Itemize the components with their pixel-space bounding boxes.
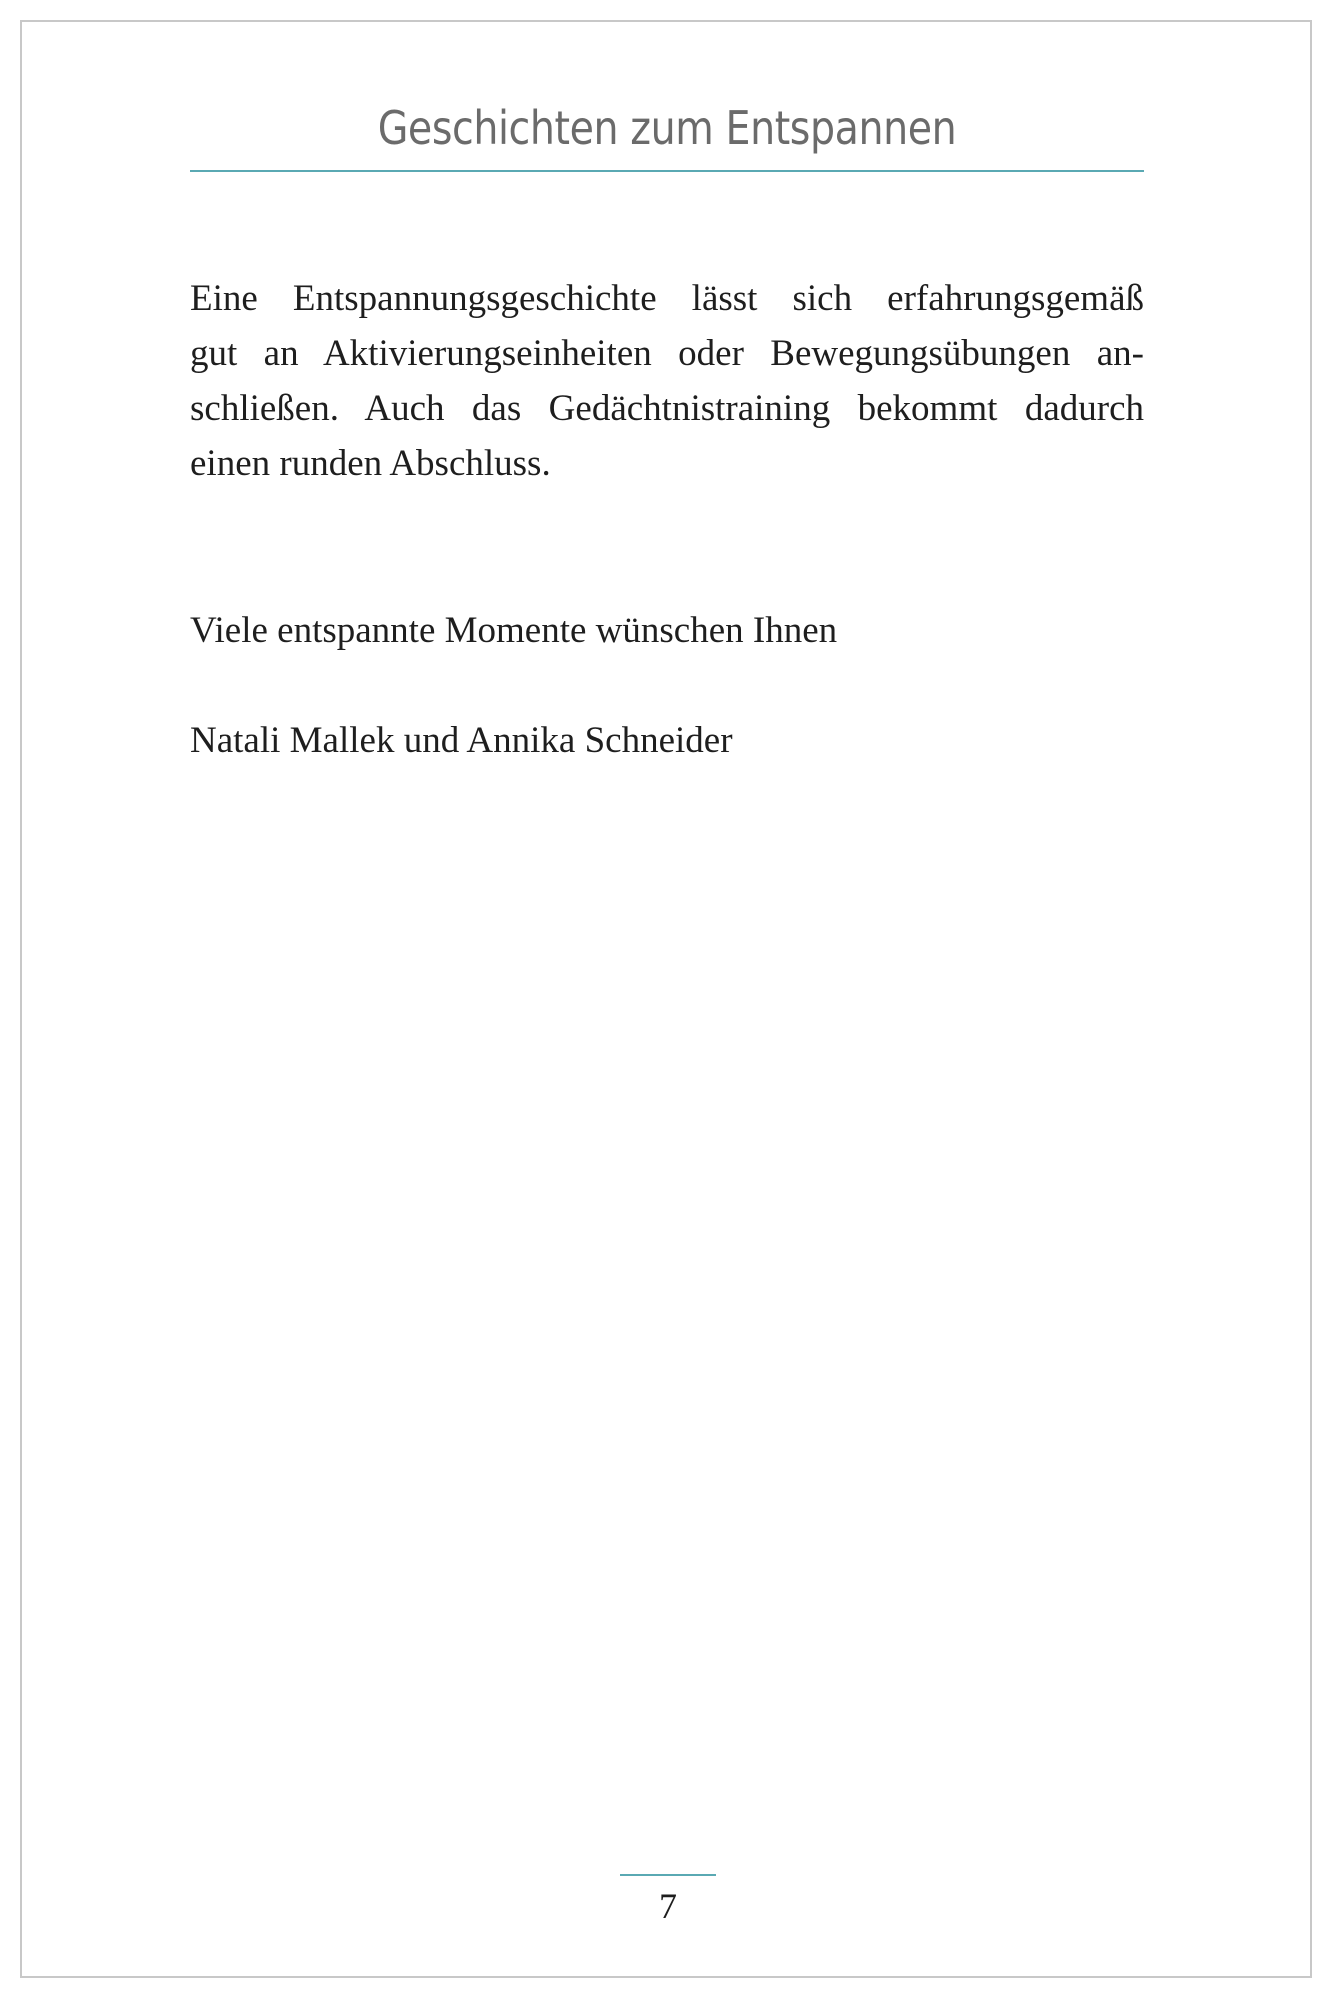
header-divider — [190, 170, 1144, 172]
intro-paragraph — [190, 271, 1144, 491]
intro-line: einen runden Abschluss. — [190, 443, 551, 484]
closing-greeting: Viele entspannte Momente wünschen Ihnen — [190, 610, 838, 651]
author-signature: Natali Mallek und Annika Schneider — [190, 720, 733, 761]
intro-line: gut an Aktivierungseinheiten oder Bewegungsübungen an- — [190, 333, 1144, 374]
intro-line: schließen. Auch das Gedächtnistraining bekommt dadurch — [190, 388, 1144, 429]
intro-line: Eine Entspannungsgeschichte lässt sich erfahrungsgemäß — [190, 278, 1144, 319]
footer-divider — [620, 1874, 716, 1876]
running-header-title: Geschichten zum Entspannen — [377, 101, 957, 155]
page-number: 7 — [659, 1886, 677, 1926]
